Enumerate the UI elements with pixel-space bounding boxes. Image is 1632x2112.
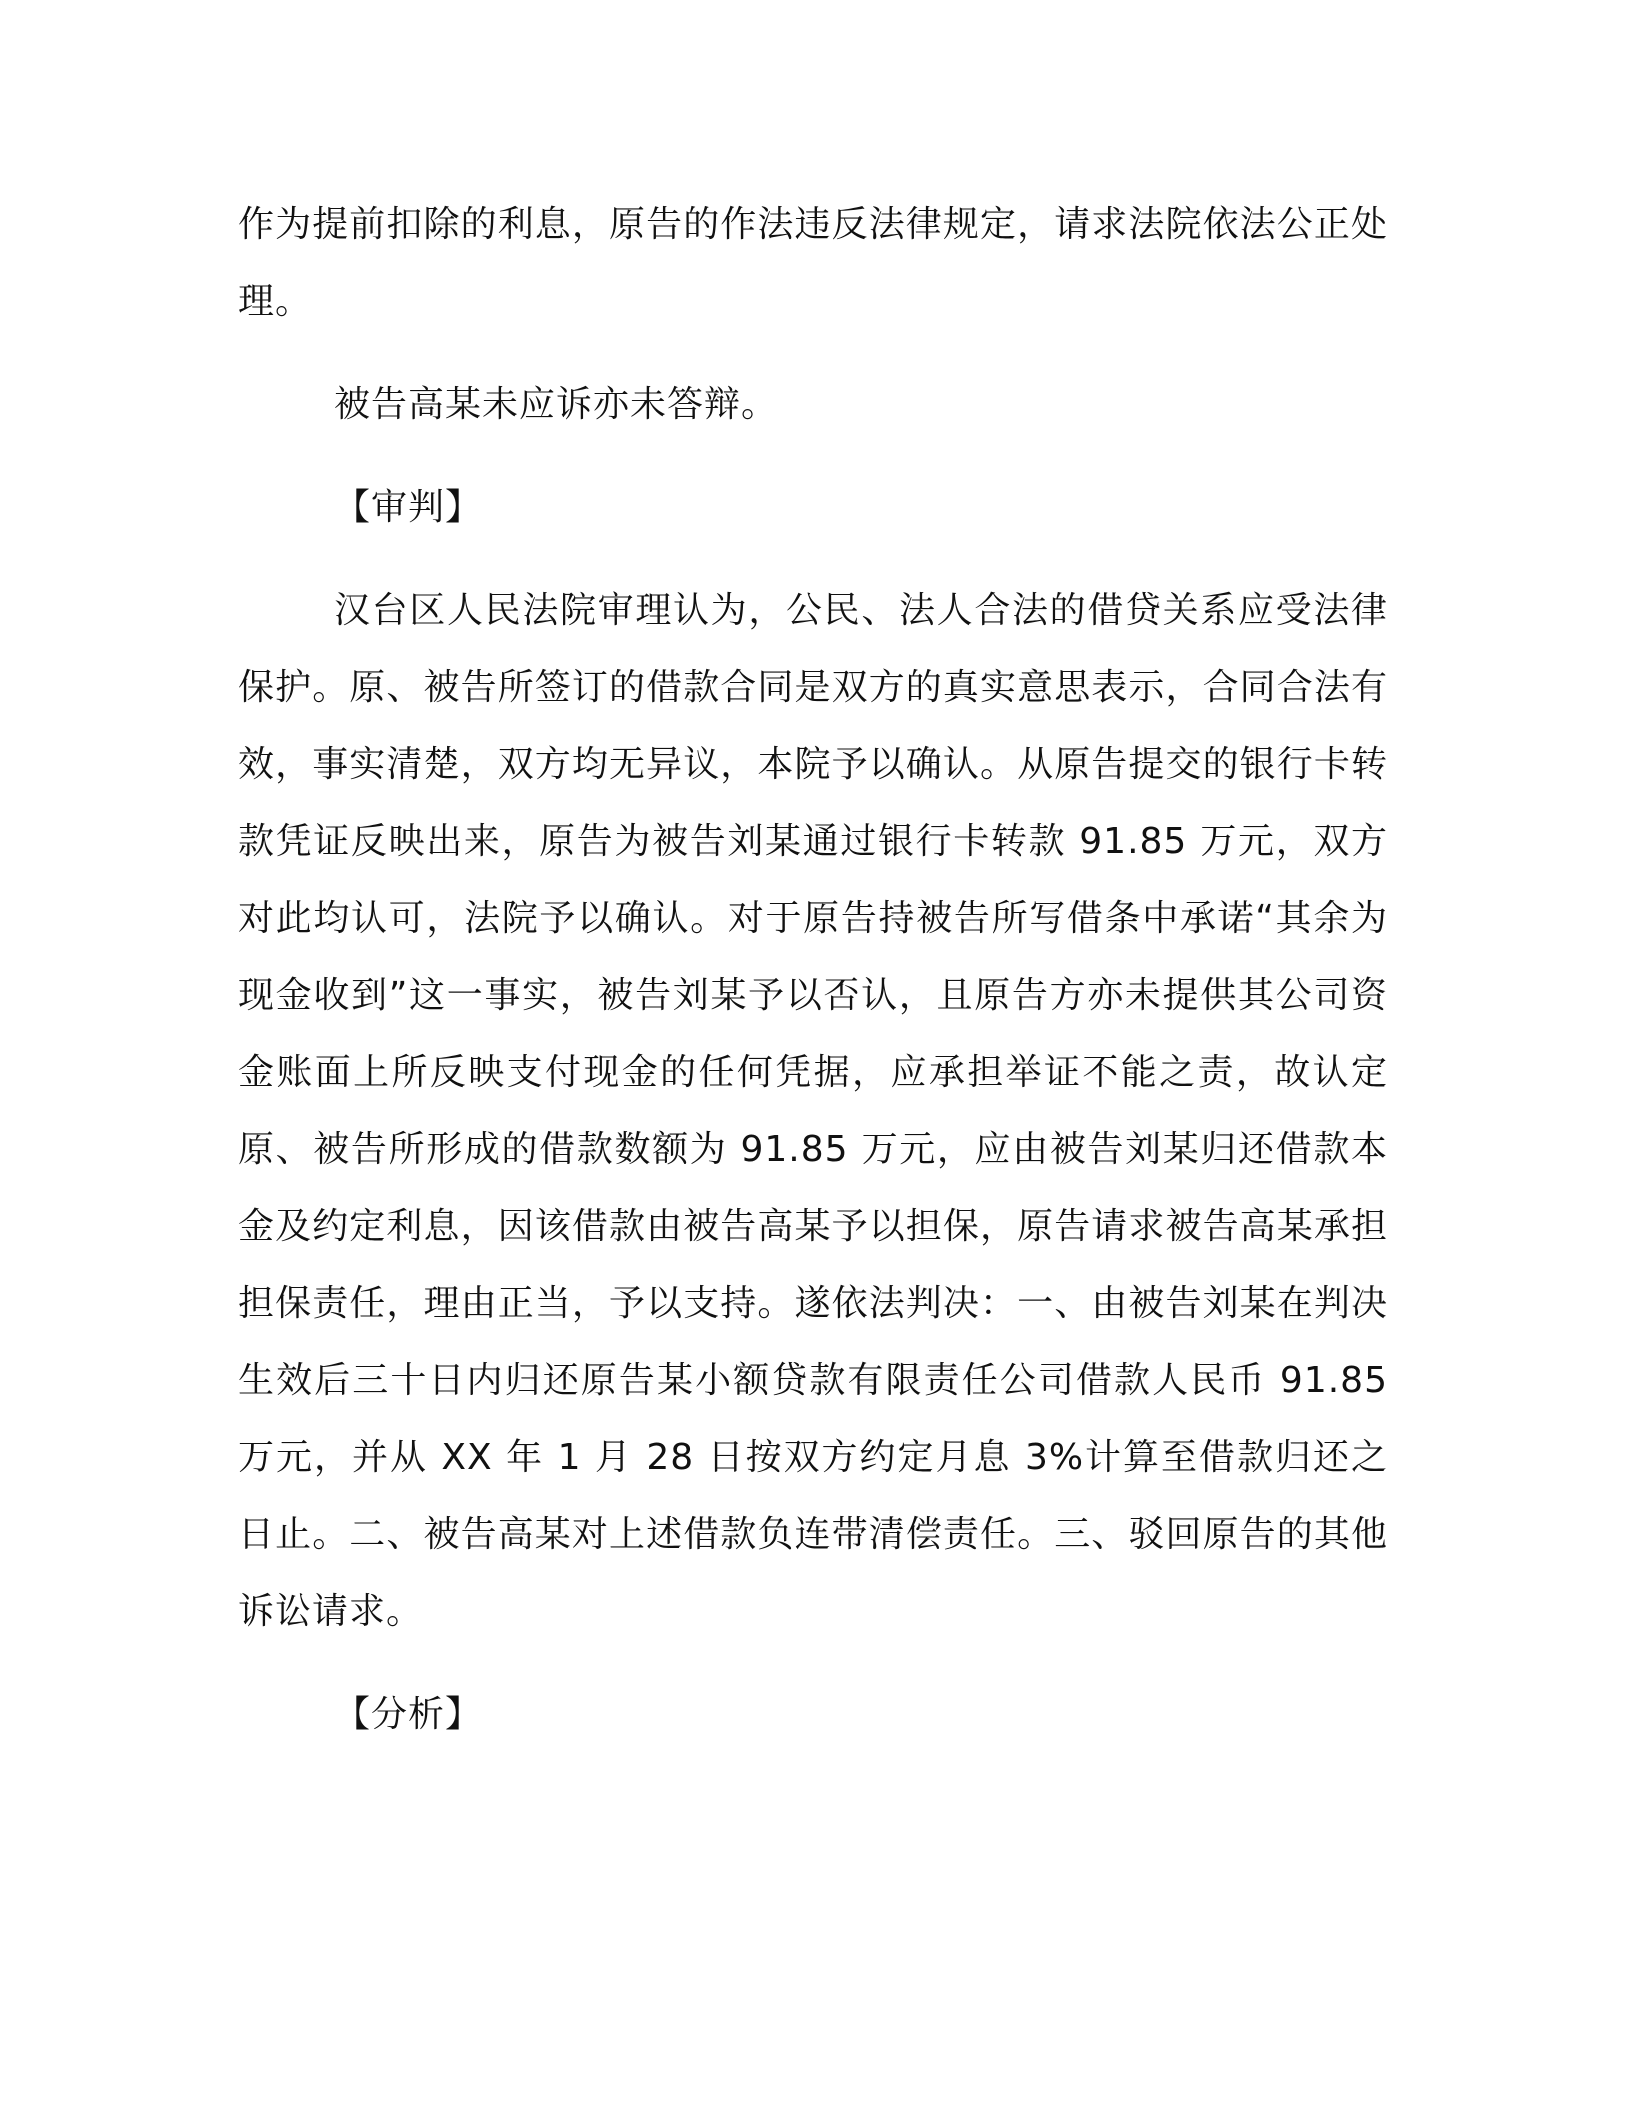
paragraph-defendant-no-response: 被告高某未应诉亦未答辩。 xyxy=(334,384,779,425)
section-heading-trial: 【审判】 xyxy=(334,487,483,528)
paragraph-continuation: 作为提前扣除的利息，原告的作法违反法律规定，请求法院依法公正处理。 xyxy=(238,204,1388,322)
paragraph-court-ruling: 汉台区人民法院审理认为，公民、法人合法的借贷关系应受法律保护。原、被告所签订的借款合同是双方的真实意思表示，合同合法有效，事实清楚，双方均无异议，本院予以确认。从原告提交的银行卡转款凭证反映出来，原告为被告刘某通过银行卡转款 91.85 万元，双方对此均认可，法院予以确认。对于原告持被告所写借条中承诺“其余为现金收到”这一事实，被告刘某予以否认，且原告方亦未提供其公司资金账面上所反映支付现金的任何凭据，应承担举证不能之责，故认定原、被告所形成的借款数额为 91.85 万元，应由被告刘某归还借款本金及约定利息，因该借款由被告高某予以担保，原告请求被告高某承担担保责任，理由正当，予以支持。遂依法判决：一、由被告刘某在判决生效后三十日内归还原告某小额贷款有限责任公司借款人民币 91.85 万元，并从 XX 年 1 月 28 日按双方约定月息 3%计算至借款归还之日止。二、被告高某对上述借款负连带清偿责任。三、驳回原告的其他诉讼请求。 xyxy=(238,590,1388,1632)
document-page xyxy=(238,186,1388,1753)
section-heading-analysis: 【分析】 xyxy=(334,1694,483,1735)
